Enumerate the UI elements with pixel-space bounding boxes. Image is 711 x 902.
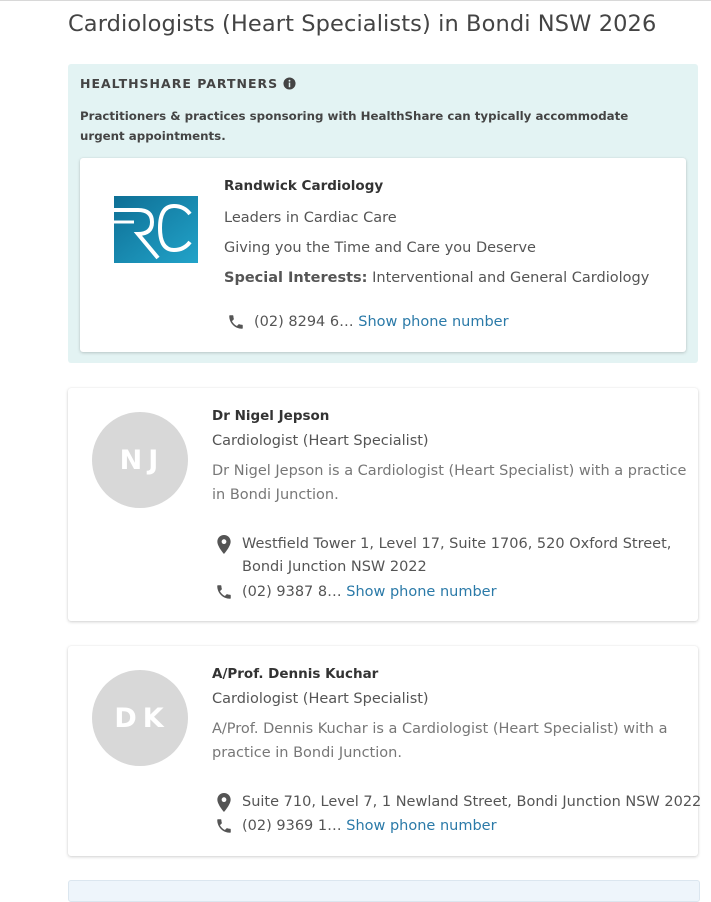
partners-heading-text: HEALTHSHARE PARTNERS (80, 76, 279, 91)
address-line-1: Westfield Tower 1, Level 17, Suite 1706, 520 Oxford Street, (242, 536, 672, 552)
avatar[interactable]: DK (92, 670, 188, 766)
practitioner-specialty: Cardiologist (Heart Specialist) (212, 691, 429, 707)
practitioner-bio-line-2: practice in Bondi Junction. (212, 745, 402, 761)
practitioner-bio-line-1: Dr Nigel Jepson is a Cardiologist (Heart Specialist) with a practice (212, 463, 687, 479)
sponsor-special-interests (224, 270, 649, 286)
phone-icon (227, 313, 245, 331)
map-pin-icon (217, 793, 231, 812)
show-phone-number-link[interactable]: Show phone number (346, 818, 497, 834)
phone-partial: (02) 9387 8… (242, 584, 342, 600)
partners-description: Practitioners & practices sponsoring with HealthShare can typically accommodate urgent appointments. (80, 109, 629, 143)
phone-icon (215, 817, 233, 835)
top-divider (0, 0, 711, 1)
address-line-2: Bondi Junction NSW 2022 (242, 559, 427, 575)
randwick-cardiology-logo[interactable] (104, 196, 198, 263)
practitioner-bio-line-2: in Bondi Junction. (212, 487, 339, 503)
special-interests-value: Interventional and General Cardiology (372, 270, 650, 286)
sponsor-phone-partial: (02) 8294 6… (254, 314, 354, 330)
avatar[interactable]: NJ (92, 412, 188, 508)
practitioner-card-nigel-jepson[interactable] (68, 388, 698, 621)
practitioner-bio-line-1: A/Prof. Dennis Kuchar is a Cardiologist (Heart Specialist) with a (212, 721, 668, 737)
next-listing-card[interactable] (68, 880, 700, 902)
practitioner-name[interactable]: A/Prof. Dennis Kuchar (212, 666, 379, 682)
page-title: Cardiologists (Heart Specialists) in Bondi NSW 2026 (68, 11, 657, 37)
sponsor-tagline-2: Giving you the Time and Care you Deserve (224, 240, 536, 256)
practitioner-phone (242, 818, 497, 834)
show-phone-number-link[interactable]: Show phone number (358, 314, 509, 330)
phone-partial: (02) 9369 1… (242, 818, 342, 834)
partners-heading (80, 76, 296, 91)
sponsor-card-randwick-cardiology[interactable] (80, 158, 686, 352)
special-interests-label: Special Interests: (224, 270, 368, 286)
sponsor-tagline-1: Leaders in Cardiac Care (224, 210, 397, 226)
address-line-1: Suite 710, Level 7, 1 Newland Street, Bondi Junction NSW 2022 (242, 794, 702, 810)
map-pin-icon (217, 535, 231, 554)
practitioner-card-dennis-kuchar[interactable] (68, 646, 702, 856)
practitioner-phone (242, 584, 497, 600)
info-circle-icon[interactable] (283, 77, 296, 90)
healthshare-partners-section (68, 64, 698, 363)
practitioner-name[interactable]: Dr Nigel Jepson (212, 408, 330, 424)
show-phone-number-link[interactable]: Show phone number (346, 584, 497, 600)
sponsor-name[interactable]: Randwick Cardiology (224, 178, 384, 194)
practitioner-specialty: Cardiologist (Heart Specialist) (212, 433, 429, 449)
phone-icon (215, 583, 233, 601)
sponsor-phone (254, 314, 509, 330)
